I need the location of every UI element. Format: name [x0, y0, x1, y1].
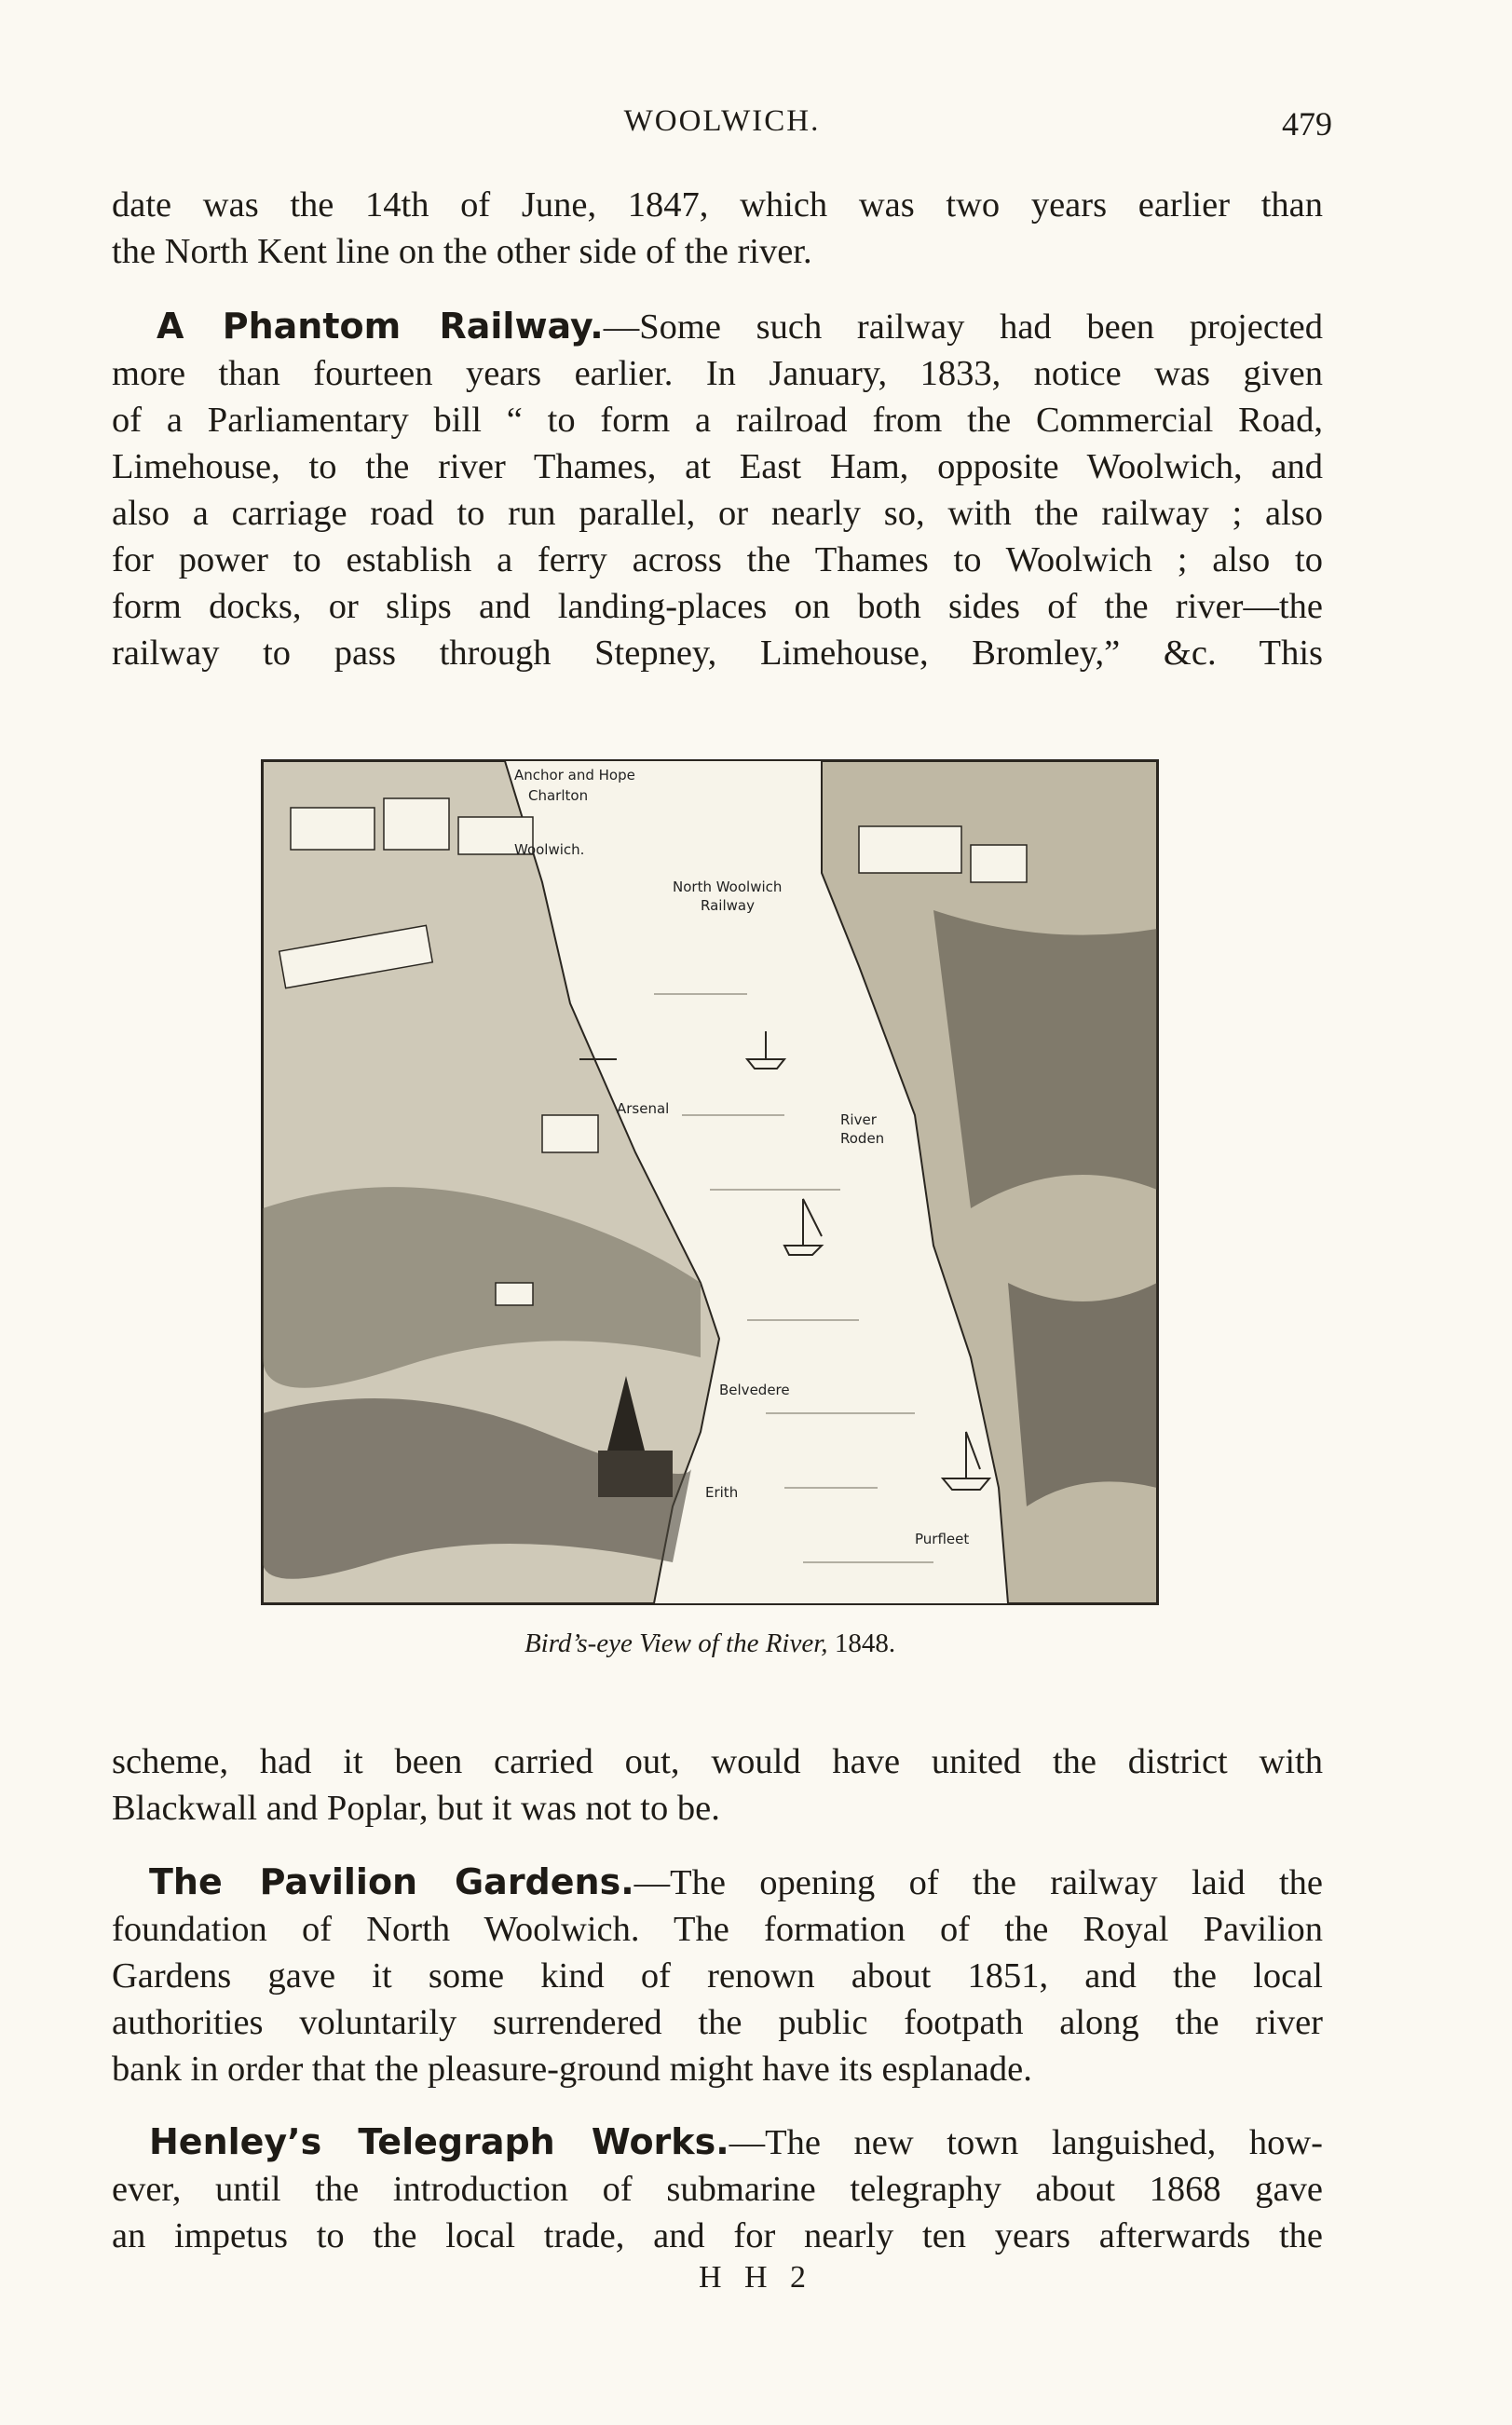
text-line: Limehouse, to the river Thames, at East Ham, opposite Woolwich, and: [112, 447, 1323, 486]
caption-year: 1848.: [834, 1628, 896, 1658]
text-line: foundation of North Woolwich. The formation of the Royal Pavilion: [112, 1910, 1323, 1949]
text-line: [112, 2118, 1323, 2166]
running-head: [112, 104, 1332, 160]
birds-eye-view-illustration: [261, 759, 1159, 1605]
text-line: more than fourteen years earlier. In January, 1833, notice was given: [112, 354, 1323, 393]
paragraph-phantom-railway: [112, 303, 1323, 676]
church: [598, 1451, 673, 1497]
label-erith: Erith: [705, 1484, 739, 1501]
text-line: ever, until the introduction of submarine telegraphy about 1868 gave: [112, 2170, 1323, 2209]
section-heading: A Phantom Railway.: [157, 306, 604, 347]
text-line: railway to pass through Stepney, Limehouse, Bromley,” &c. This: [112, 633, 1323, 673]
text-line: [112, 303, 1323, 350]
text-run: —Some such railway had been projected: [603, 307, 1323, 347]
section-heading: The Pavilion Gardens.: [149, 1861, 634, 1902]
paragraph-telegraph-works: [112, 2118, 1323, 2259]
text-line: authorities voluntarily surrendered the public footpath along the river: [112, 2003, 1323, 2042]
trees-shading: [1008, 1283, 1157, 1506]
trees-shading: [933, 910, 1157, 1208]
label-woolwich: Woolwich.: [514, 841, 585, 858]
running-title: WOOLWICH.: [623, 104, 821, 138]
figure-caption: [261, 1628, 1159, 1659]
label-arsenal: Arsenal: [617, 1100, 670, 1117]
label-railway: Railway: [701, 897, 755, 914]
page-number: 479: [1282, 105, 1332, 143]
label-river: River: [840, 1111, 877, 1128]
label-belvedere: Belvedere: [719, 1382, 790, 1398]
label-purfleet: Purfleet: [915, 1531, 970, 1547]
label-north-woolwich: North Woolwich: [673, 879, 783, 895]
text-line: of a Parliamentary bill “ to form a railroad from the Commercial Road,: [112, 401, 1323, 440]
text-run: —The new town languished, how-: [729, 2123, 1323, 2162]
text-line: Gardens gave it some kind of renown about 1851, and the local: [112, 1956, 1323, 1996]
section-heading: Henley’s Telegraph Works.: [149, 2121, 729, 2162]
text-line: bank in order that the pleasure-ground might have its esplanade.: [112, 2050, 1032, 2089]
text-run: —The opening of the railway laid the: [633, 1863, 1323, 1902]
paragraph-railway-date: [112, 182, 1323, 275]
text-line: date was the 14th of June, 1847, which was two years earlier than: [112, 185, 1323, 225]
label-roden: Roden: [840, 1130, 885, 1147]
river-engraving: [263, 761, 1157, 1603]
text-line: an impetus to the local trade, and for nearly ten years afterwards the: [112, 2216, 1323, 2255]
text-line: for power to establish a ferry across the Thames to Woolwich ; also to: [112, 540, 1323, 579]
text-line: Blackwall and Poplar, but it was not to be.: [112, 1789, 720, 1828]
text-line: scheme, had it been carried out, would have united the district with: [112, 1742, 1323, 1781]
label-anchor-hope: Anchor and Hope: [514, 767, 635, 783]
text-line: the North Kent line on the other side of the river.: [112, 232, 812, 271]
label-charlton: Charlton: [528, 787, 589, 804]
text-line: also a carriage road to run parallel, or nearly so, with the railway ; also: [112, 494, 1323, 533]
caption-title: Bird’s-eye View of the River,: [524, 1628, 828, 1658]
paragraph-pavilion-gardens: [112, 1859, 1323, 2092]
text-line: [112, 1859, 1323, 1906]
signature-mark: H H 2: [698, 2260, 814, 2295]
paragraph-scheme: [112, 1738, 1323, 1832]
text-line: form docks, or slips and landing-places on both sides of the river—the: [112, 587, 1323, 626]
